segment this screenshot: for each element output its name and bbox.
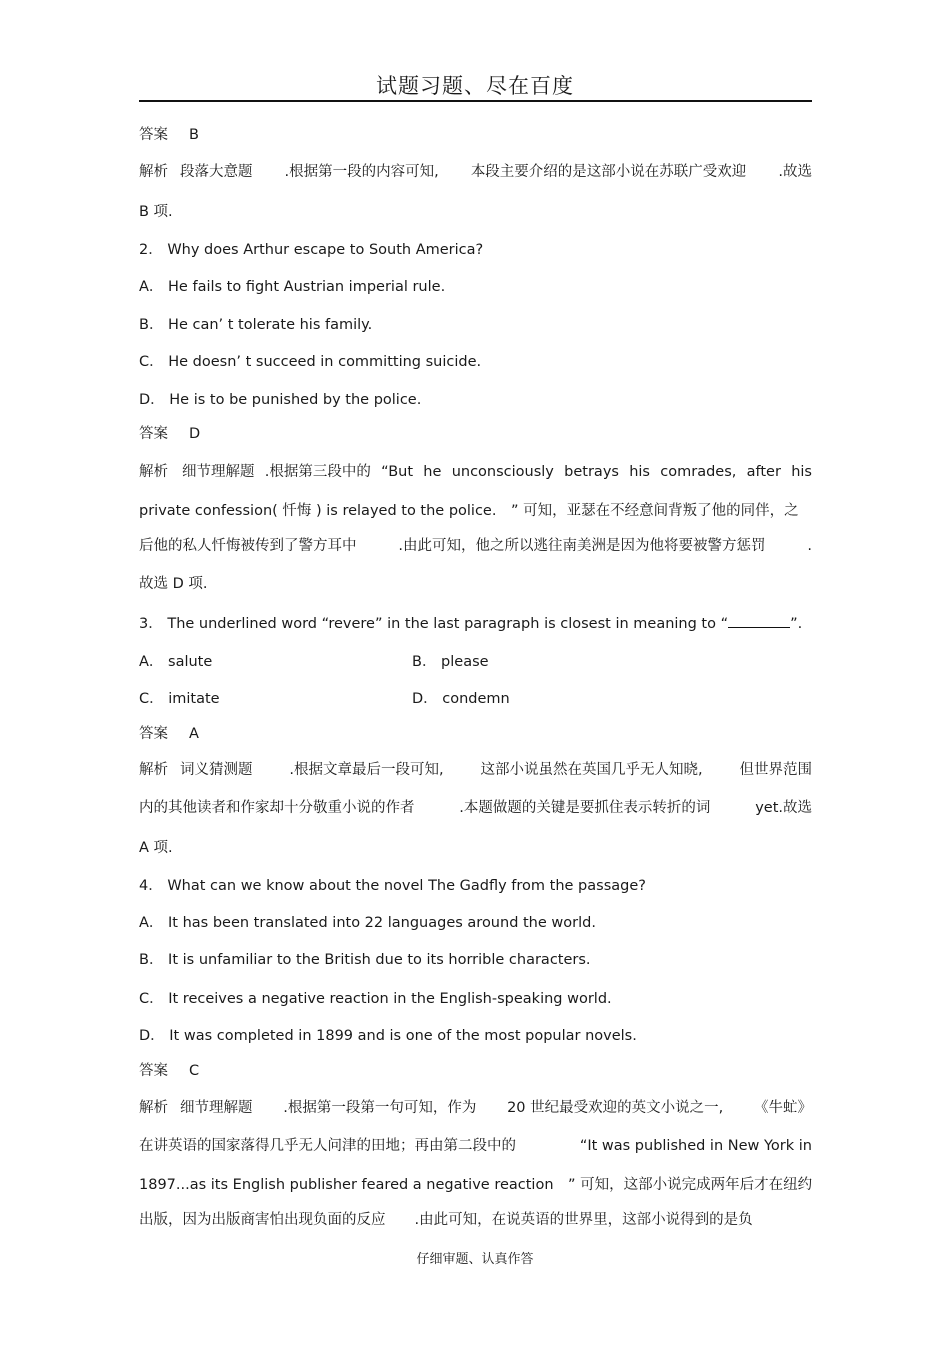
q2-answer-row <box>139 424 812 444</box>
q4-option-d: D． It was completed in 1899 and is one of the most popular novels. <box>139 1028 637 1044</box>
q3-option-c: C． imitate <box>139 691 220 707</box>
header-divider <box>139 100 812 102</box>
q3-answer-value: A <box>189 726 199 742</box>
page-footer: 仔细审题、认真作答 <box>416 1252 534 1267</box>
analysis-label: 解析 <box>139 762 168 778</box>
q2-analysis-line-2: private confession( 忏悔 ) is relayed to the police. ” 可知，亚瑟在不经意间背叛了他的同伴，之 <box>139 503 799 519</box>
q3-stem: 3． The underlined word “revere” in the last paragraph is closest in meaning to “ ”. <box>139 613 812 634</box>
q1-answer-value: B <box>189 127 199 143</box>
q2-analysis-line-3: 后他的私人忏悔被传到了警方耳中 .由此可知，他之所以逃往南美洲是因为他将要被警方惩罚 . <box>139 538 812 554</box>
q1-analysis-line-1: 解析 段落大意题 .根据第一段的内容可知, 本段主要介绍的是这部小说在苏联广受欢迎 .故选 <box>139 164 812 180</box>
q3-option-d: D． condemn <box>412 691 510 707</box>
q3-options-row-1 <box>139 652 812 672</box>
q3-options-row-2 <box>139 689 812 709</box>
q4-answer-value: C <box>189 1063 200 1079</box>
q3-option-a: A． salute <box>139 654 213 670</box>
page-header-title: 试题习题、尽在百度 <box>376 74 574 98</box>
q2-option-a: A． He fails to fight Austrian imperial rule. <box>139 279 446 295</box>
answer-label: 答案 <box>139 127 168 143</box>
q2-analysis-line-1: 解析 细节理解题 .根据第三段中的 “But he unconsciously betrays his comrades, after his <box>139 464 812 480</box>
q3-answer-row <box>139 724 812 744</box>
q4-analysis-line-1: 解析 细节理解题 .根据第一段第一句可知，作为 20 世纪最受欢迎的英文小说之一, 《牛虻》 <box>139 1100 812 1116</box>
q4-analysis-line-3: 1897...as its English publisher feared a negative reaction ” 可知，这部小说完成两年后才在纽约 <box>139 1177 813 1193</box>
answer-label: 答案 <box>139 726 168 742</box>
analysis-label: 解析 <box>139 164 168 180</box>
q4-option-a: A． It has been translated into 22 languages around the world. <box>139 915 596 931</box>
answer-label: 答案 <box>139 426 168 442</box>
q4-analysis-line-4: 出版，因为出版商害怕出现负面的反应 .由此可知，在说英语的世界里，这部小说得到的是负 <box>139 1212 753 1228</box>
q3-analysis-line-3: A 项. <box>139 840 173 856</box>
analysis-label: 解析 <box>139 464 168 480</box>
q1-analysis-line-2: B 项. <box>139 204 173 220</box>
q3-option-b: B． please <box>412 654 489 670</box>
q2-option-c: C． He doesn’ t succeed in committing suicide. <box>139 354 482 370</box>
q2-analysis-line-4: 故选 D 项. <box>139 576 208 592</box>
q4-answer-row <box>139 1061 812 1081</box>
q2-answer-value: D <box>189 426 201 442</box>
q4-analysis-line-2: 在讲英语的国家落得几乎无人问津的田地；再由第二段中的 “It was published in New York in <box>139 1138 812 1154</box>
q2-option-b: B． He can’ t tolerate his family. <box>139 317 373 333</box>
q4-option-c: C． It receives a negative reaction in the English-speaking world. <box>139 991 612 1007</box>
answer-label: 答案 <box>139 1063 168 1079</box>
q1-answer-row <box>139 125 812 145</box>
analysis-label: 解析 <box>139 1100 168 1116</box>
q3-analysis-line-2: 内的其他读者和作家却十分敬重小说的作者 .本题做题的关键是要抓住表示转折的词 yet.故选 <box>139 800 812 816</box>
q4-option-b: B． It is unfamiliar to the British due to its horrible characters. <box>139 952 591 968</box>
q3-analysis-line-1: 解析 词义猜测题 .根据文章最后一段可知, 这部小说虽然在英国几乎无人知晓, 但世界范围 <box>139 762 812 778</box>
answer-blank <box>728 613 790 628</box>
q2-stem: 2． Why does Arthur escape to South America? <box>139 242 484 258</box>
q2-option-d: D． He is to be punished by the police. <box>139 392 422 408</box>
q4-stem: 4． What can we know about the novel The Gadfly from the passage? <box>139 878 646 894</box>
